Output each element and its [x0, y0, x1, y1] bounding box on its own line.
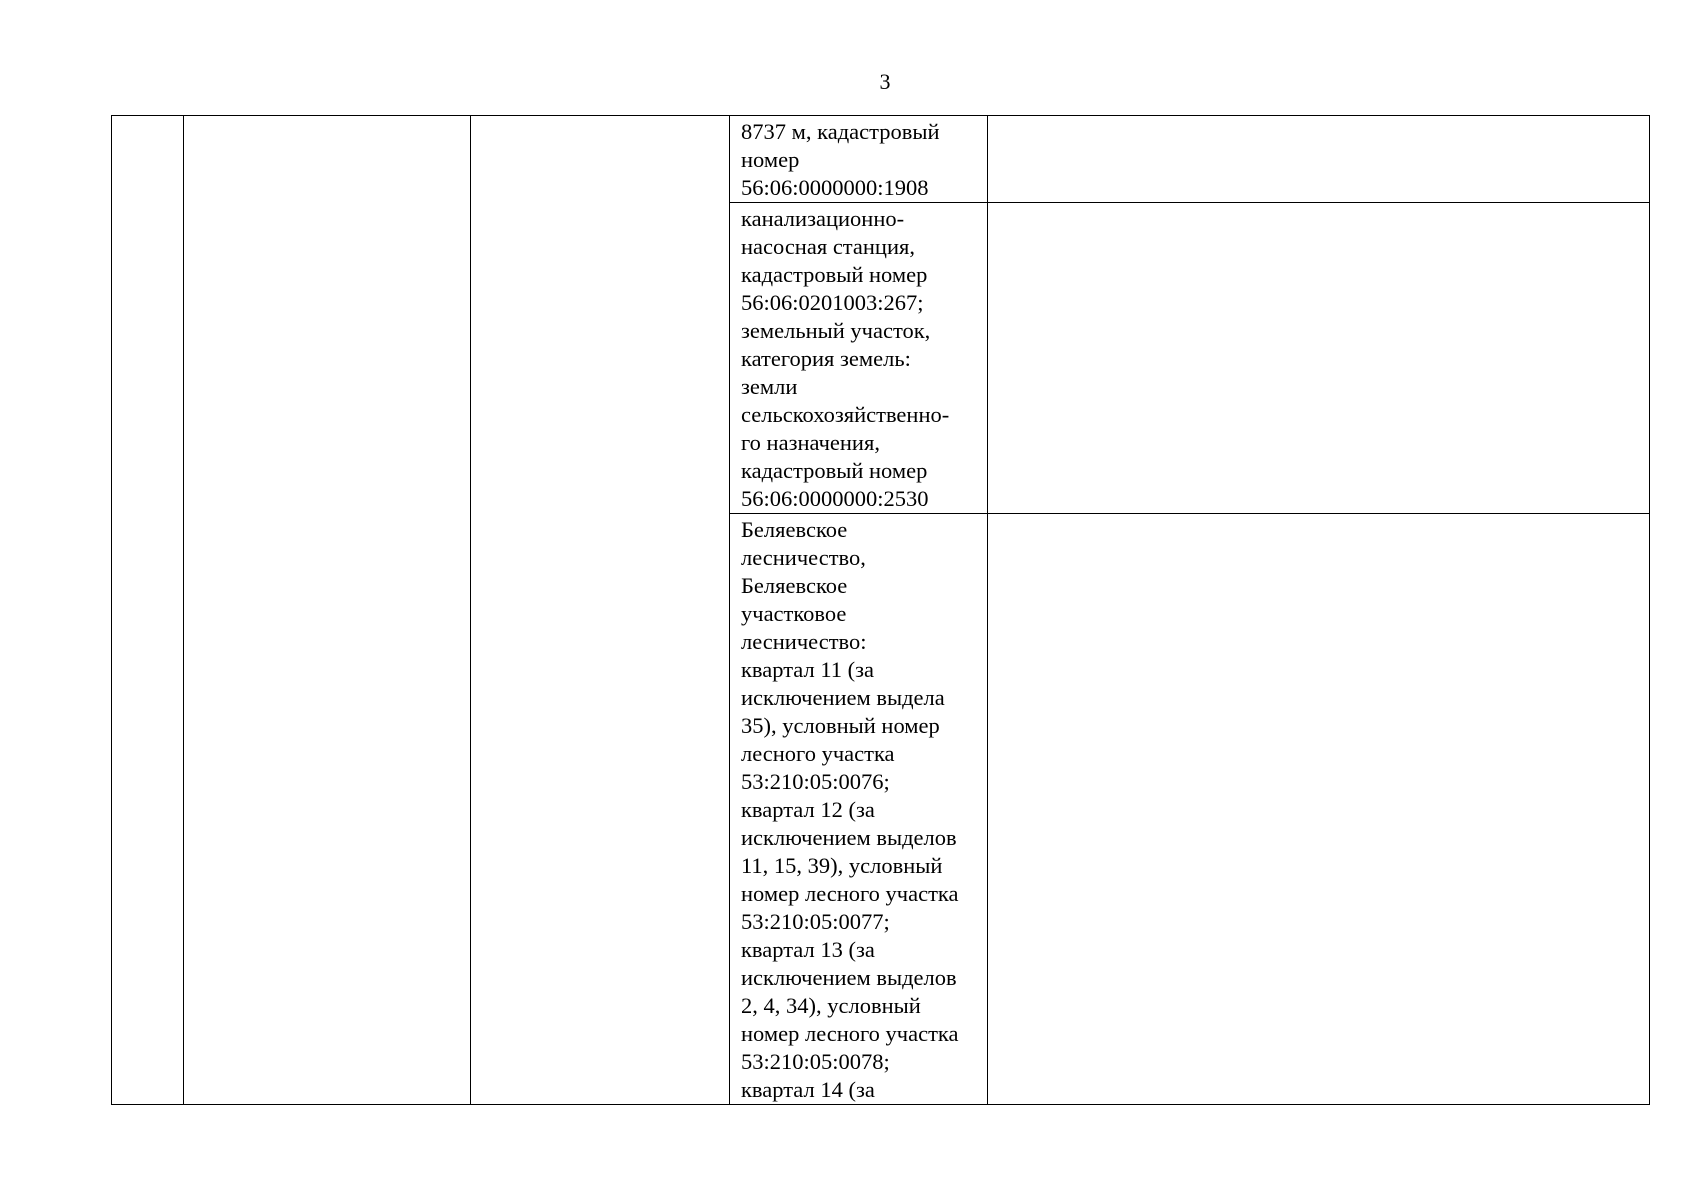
- table-row: [112, 116, 1650, 203]
- location-cell: [471, 116, 730, 1105]
- name-cell: [184, 116, 471, 1105]
- description-cell: [730, 203, 988, 514]
- number-cell: [112, 116, 184, 1105]
- note-cell: [988, 116, 1650, 203]
- continuation-table: [111, 115, 1650, 1105]
- page-number: 3: [879, 69, 891, 94]
- note-text: [988, 203, 1649, 205]
- description-text: канализационно- насосная станция, кадастровый номер 56:06:0201003:267; земельный участок, категория земель: земли сельскохозяйственно- го назначения, кадастровый номер 56:06:0000000:2530: [741, 206, 950, 511]
- note-text: [988, 116, 1649, 118]
- description-text: Беляевское лесничество, Беляевское участковое лесничество: квартал 11 (за исключением выдела 35), условный номер лесного участка 53:210:05:0076; квартал 12 (за исключением выделов 11, 15, 39), условный номер лесного участка 53:210:05:0077; квартал 13 (за исключением выделов 2, 4, 34), условный номер лесного участка 53:210:05:0078; квартал 14 (за: [741, 517, 959, 1102]
- description-cell: [730, 116, 988, 203]
- note-cell: [988, 203, 1650, 514]
- note-cell: [988, 514, 1650, 1105]
- note-text: [988, 514, 1649, 516]
- description-text: 8737 м, кадастровый номер 56:06:0000000:1908: [741, 119, 940, 200]
- description-cell: [730, 514, 988, 1105]
